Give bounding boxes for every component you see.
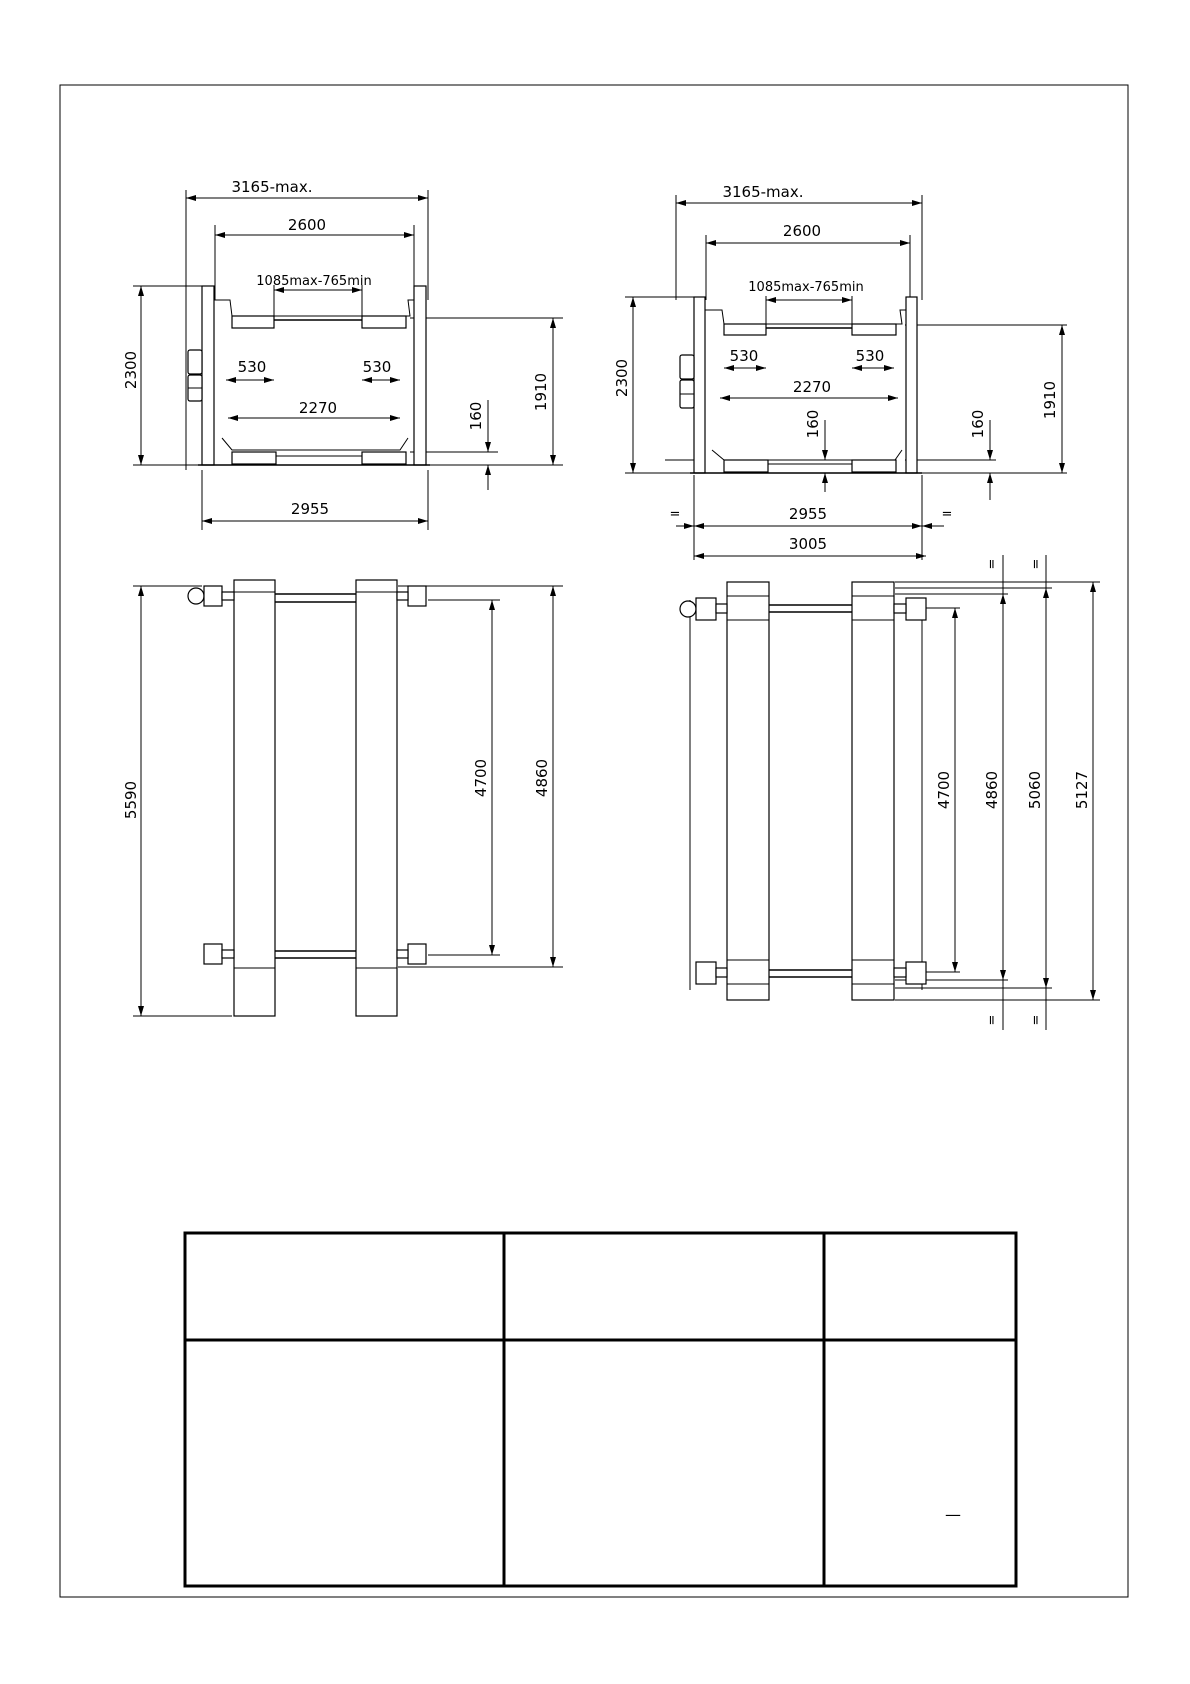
title-block-mark: — bbox=[945, 1505, 961, 1524]
fr-base-width: 2955 bbox=[788, 505, 828, 523]
pr-equal-top-b: = bbox=[1029, 558, 1044, 570]
fl-arm-range: 1085max-765min bbox=[256, 274, 372, 289]
fr-arm-left: 530 bbox=[729, 347, 759, 365]
pr-runway-length: 4860 bbox=[983, 770, 1001, 810]
drawing-border bbox=[60, 85, 1128, 1597]
front-view-right bbox=[613, 183, 1067, 560]
title-block bbox=[185, 1233, 1016, 1586]
pl-runway-length: 4860 bbox=[533, 758, 551, 798]
fr-overall-width: 3005 bbox=[788, 535, 828, 553]
fr-width-max: 3165-max. bbox=[722, 183, 804, 201]
plan-view-left bbox=[122, 580, 563, 1016]
fr-height: 2300 bbox=[613, 358, 631, 398]
fl-height: 2300 bbox=[122, 350, 140, 390]
fl-track-span: 2270 bbox=[298, 399, 338, 417]
fl-width-inner: 2600 bbox=[287, 216, 327, 234]
pr-equal-bottom-b: = bbox=[1029, 1014, 1044, 1026]
pr-length-b: 5127 bbox=[1073, 770, 1091, 810]
fr-equal-left: = bbox=[669, 507, 681, 522]
fr-arm-right: 530 bbox=[855, 347, 885, 365]
fl-arm-left: 530 bbox=[237, 358, 267, 376]
pr-post-spacing: 4700 bbox=[935, 770, 953, 810]
fr-low-height-outer: 160 bbox=[969, 409, 987, 439]
pl-overall-length: 5590 bbox=[122, 780, 140, 820]
fr-equal-right: = bbox=[941, 507, 953, 522]
fl-arm-right: 530 bbox=[362, 358, 392, 376]
fl-width-max: 3165-max. bbox=[231, 178, 313, 196]
fr-low-height-inner: 160 bbox=[804, 409, 822, 439]
fl-base-width: 2955 bbox=[290, 500, 330, 518]
fr-lift-height: 1910 bbox=[1041, 380, 1059, 420]
fr-track-span: 2270 bbox=[792, 378, 832, 396]
pr-length-a: 5060 bbox=[1026, 770, 1044, 810]
front-view-left bbox=[122, 178, 563, 530]
pr-equal-top-a: = bbox=[985, 558, 1000, 570]
pl-post-spacing: 4700 bbox=[472, 758, 490, 798]
fr-width-inner: 2600 bbox=[782, 222, 822, 240]
pr-equal-bottom-a: = bbox=[985, 1014, 1000, 1026]
plan-view-right bbox=[680, 555, 1100, 1030]
fr-arm-range: 1085max-765min bbox=[748, 280, 864, 295]
fl-low-height: 160 bbox=[467, 401, 485, 431]
fl-lift-height: 1910 bbox=[532, 372, 550, 412]
